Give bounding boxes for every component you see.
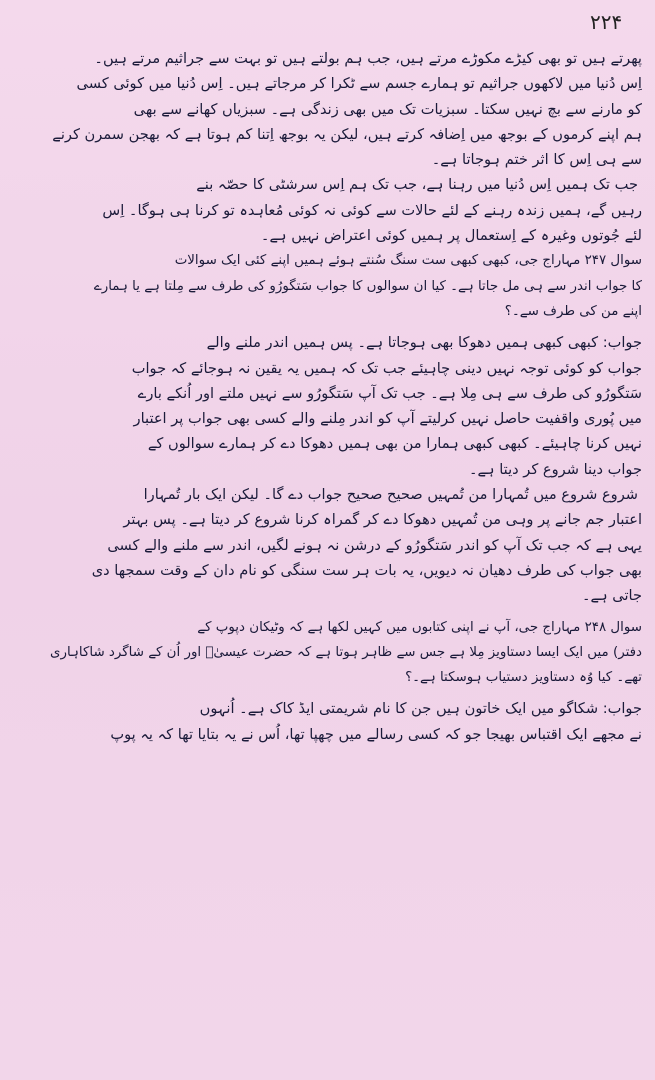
text-line: رہیں گے، ہمیں زندہ رہنے کے لئے حالات سے کوئی نہ کوئی مُعاہدہ تو کرنا ہی ہوگا۔ اِس (102, 201, 642, 219)
question-line: سوال ۲۴۷ مہاراج جی، کبھی کبھی ست سنگ سُنتے ہوئے ہمیں اپنے کئی ایک سوالات (174, 253, 642, 269)
answer-line: نہیں کرنا چاہیئے۔ کبھی کبھی ہمارا من بھی ہمیں دھوکا دے کر ہمارے سوالوں کے (147, 435, 642, 453)
answer-line: نے مجھے ایک اقتباس بھیجا جو کہ کسی رسالے میں چھپا تھا، اُس نے یہ بتایا تھا کہ یہ پوپ (110, 725, 642, 743)
urdu-text-body (14, 46, 642, 747)
question-line: سوال ۲۴۸ مہاراج جی، آپ نے اپنی کتابوں میں کہیں لکھا ہے کہ وٹیکان دپوپ کے (197, 619, 642, 635)
text-line: اِس دُنیا میں لاکھوں جراثیم تو ہمارے جسم سے ٹکرا کر مرجاتے ہیں۔ اِس دُنیا میں کوئی کسی (76, 75, 642, 93)
answer-line: اعتبار جم جانے پر وہی من تُمہیں دھوکا دے کر گمراہ کرنا شروع کر دیتا ہے۔ پس بہتر (123, 511, 642, 529)
page-number: ۲۲۴ (590, 10, 623, 34)
answer-line: جاتی ہے۔ (582, 587, 642, 605)
question-line: دفتر) میں ایک ایسا دستاویز مِلا ہے جس سے ظاہر ہوتا ہے کہ حضرت عیسیٰؑ اور اُن کے شاگرد شاکاہاری (50, 644, 642, 660)
answer-line: شروع شروع میں تُمہارا من تُمہیں صحیح صحیح جواب دے گا۔ لیکن ایک بار تُمہارا (143, 486, 638, 504)
question-line: اپنے من کی طرف سے۔؟ (504, 303, 642, 319)
answer-line: جواب: شکاگو میں ایک خاتون ہیں جن کا نام شریمتی ایڈ کاک ہے۔ اُنہوں (199, 700, 642, 718)
answer-line: جواب دینا شروع کر دیتا ہے۔ (468, 460, 642, 478)
question-line: کا جواب اندر سے ہی مل جاتا ہے۔ کیا ان سوالوں کا جواب سَتگورُو کی طرف سے مِلتا ہے یا ہمارے (93, 278, 642, 294)
text-line: جب تک ہمیں اِس دُنیا میں رہنا ہے، جب تک ہم اِس سرشٹی کا حصّہ بنے (196, 176, 638, 194)
answer-line: سَتگورُو کی طرف سے ہی مِلا ہے۔ جب تک آپ سَتگورُو سے نہیں ملتے اور اُنکے بارے (137, 384, 642, 402)
answer-line: جواب: کبھی کبھی ہمیں دھوکا بھی ہوجاتا ہے۔ پس ہمیں اندر ملنے والے (206, 334, 642, 352)
text-line: سے ہی اِس کا اثر ختم ہوجاتا ہے۔ (431, 151, 642, 169)
text-line: ہم اپنے کرموں کے بوجھ میں اِضافہ کرتے ہیں، لیکن یہ بوجھ اِتنا کم ہوتا ہے کہ بھجن سمرن کرنے (52, 125, 642, 143)
answer-line: یہی ہے کہ جب تک آپ کو اندر سَتگورُو کے درشن نہ ہونے لگیں، اندر سے ملنے والے کسی (107, 536, 642, 554)
text-line: پھرتے ہیں تو بھی کیڑے مکوڑے مرتے ہیں، جب ہم بولتے ہیں تو بہت سے جراثیم مرتے ہیں۔ (94, 50, 642, 67)
answer-line: جواب کو کوئی توجہ نہیں دینی چاہیئے جب تک کہ ہمیں یہ یقین نہ ہوجائے کہ جواب (131, 359, 642, 377)
question-line: تھے۔ کیا وُہ دستاویز دستیاب ہوسکتا ہے۔؟ (405, 670, 642, 686)
answer-line: میں پُوری واقفیت حاصل نہیں کرلیتے آپ کو اندر مِلنے والے کسی بھی جواب پر اعتبار (133, 410, 642, 428)
text-line: لئے جُوتوں وغیرہ کے اِستعمال پر ہمیں کوئی اعتراض نہیں ہے۔ (260, 227, 642, 245)
answer-line: بھی جواب کی طرف دھیان نہ دیویں، یہ بات ہر ست سنگی کو نام دان کے وقت سمجھا دی (91, 561, 642, 579)
text-line: کو مارنے سے بچ نہیں سکتا۔ سبزیات تک میں بھی زندگی ہے۔ سبزیاں کھانے سے بھی (133, 100, 642, 118)
